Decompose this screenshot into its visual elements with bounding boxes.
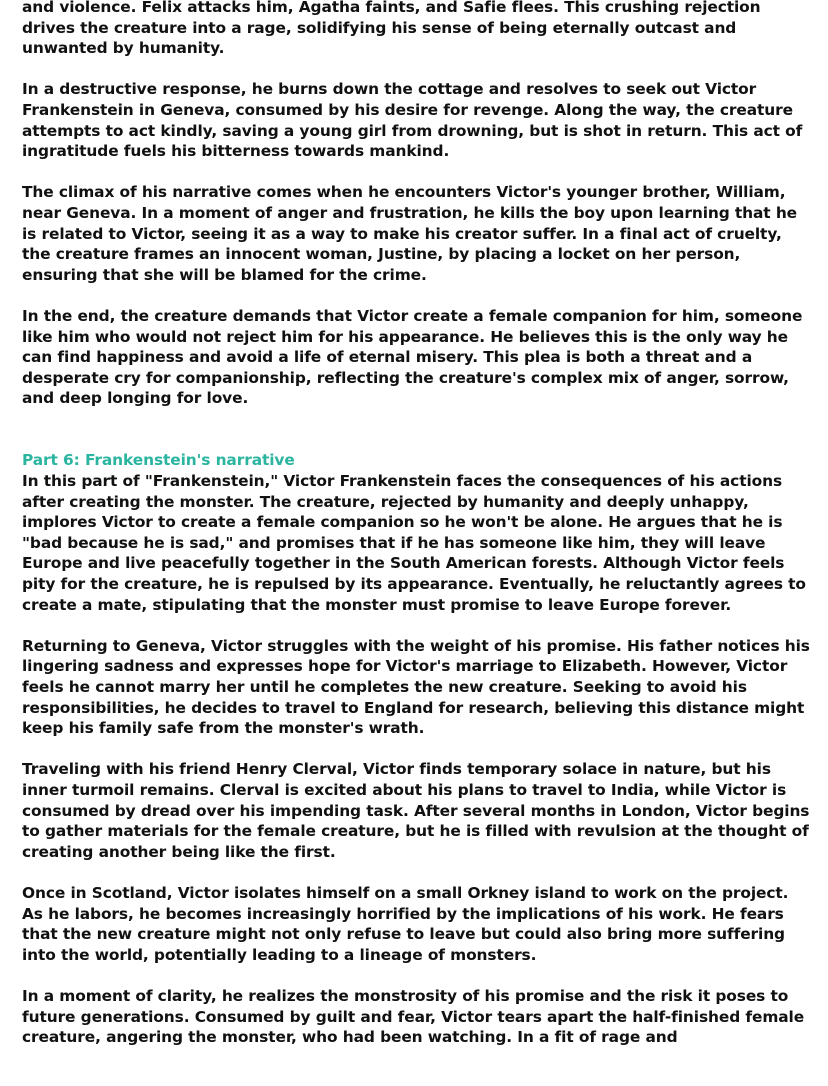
paragraph: Returning to Geneva, Victor struggles with the weight of his promise. His father notices his lingering sadness and expresses hope for Victor's marriage to Elizabeth. However, Victor feels he cannot marry her until he completes the new creature. Seeking to avoid his responsibilities, he decides to travel to England for research, believing this distance might keep his family safe from the monster's wrath. — [22, 636, 810, 738]
paragraph: In this part of "Frankenstein," Victor Frankenstein faces the consequences of his actions after creating the monster. The creature, rejected by humanity and deeply unhappy, implores Victor to create a female companion so he won't be alone. He argues that he is "bad because he is sad," and promises that if he has someone like him, they will leave Europe and live peacefully together in the South American forests. Although Victor feels pity for the creature, he is repulsed by its appearance. Eventually, he reluctantly agrees to create a mate, stipulating that the monster must promise to leave Europe forever. — [22, 472, 806, 614]
section-heading: Part 6: Frankenstein's narrative — [22, 451, 295, 470]
paragraph: Traveling with his friend Henry Clerval, Victor finds temporary solace in nature, but his inner turmoil remains. Clerval is excited about his plans to travel to India, while Victor is consumed by dread over his impending task. After several months in London, Victor begins to gather materials for the female creature, but he is filled with revulsion at the thought of creating another being like the first. — [22, 760, 810, 861]
paragraph: In a moment of clarity, he realizes the monstrosity of his promise and the risk it poses to future generations. Consumed by guilt and fear, Victor tears apart the half-finished female creature, angering the monster, who had been watching. In a fit of rage and — [22, 986, 805, 1047]
paragraph: Once in Scotland, Victor isolates himself on a small Orkney island to work on the project. As he labors, he becomes increasingly horrified by the implications of his work. He fears that the new creature might not only refuse to leave but could also bring more suffering into the world, potentially leading to a lineage of monsters. — [22, 883, 789, 964]
paragraph: The climax of his narrative comes when he encounters Victor's younger brother, William, near Geneva. In a moment of anger and frustration, he kills the boy upon learning that he is related to Victor, seeing it as a way to make his creator suffer. In a final act of cruelty, the creature frames an innocent woman, Justine, by placing a locket on her person, ensuring that she will be blamed for the crime. — [22, 183, 798, 284]
paragraph: In the end, the creature demands that Victor create a female companion for him, someone like him who would not reject him for his appearance. He believes this is the only way he can find happiness and avoid a life of eternal misery. This plea is both a threat and a desperate cry for companionship, reflecting the creature's complex mix of anger, sorrow, and deep longing for love. — [22, 306, 803, 408]
paragraph: and violence. Felix attacks him, Agatha faints, and Safie flees. This crushing rejection drives the creature into a rage, solidifying his sense of being eternally outcast and unwanted by humanity. — [22, 0, 761, 58]
paragraph: In a destructive response, he burns down the cottage and resolves to seek out Victor Frankenstein in Geneva, consumed by his desire for revenge. Along the way, the creature attempts to act kindly, saving a young girl from drowning, but is shot in return. This act of ingratitude fuels his bitterness towards mankind. — [22, 80, 803, 161]
section-spacer — [22, 409, 812, 430]
document-page — [22, 0, 812, 1048]
